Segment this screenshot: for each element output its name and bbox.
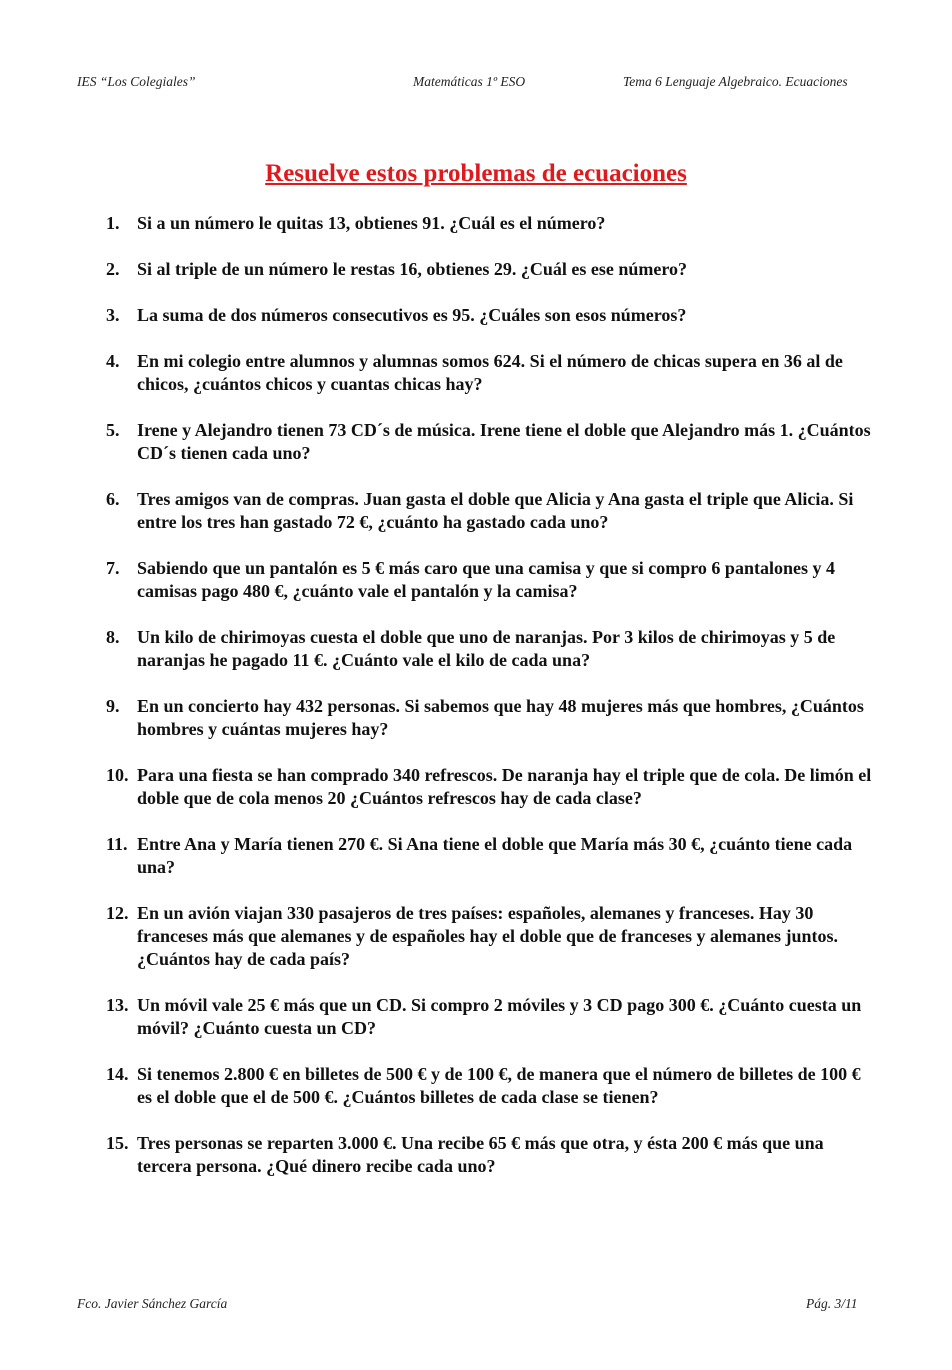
problem-text: Si a un número le quitas 13, obtienes 91. ¿Cuál es el número? bbox=[137, 213, 606, 233]
problem-item bbox=[106, 304, 876, 327]
problem-text: En mi colegio entre alumnos y alumnas somos 624. Si el número de chicas supera en 36 al de chicos, ¿cuántos chicos y cuantas chicas hay? bbox=[137, 351, 843, 394]
problem-number: 8. bbox=[106, 627, 120, 647]
problem-number: 13. bbox=[106, 995, 129, 1015]
page-title: Resuelve estos problemas de ecuaciones bbox=[265, 160, 687, 187]
problem-item bbox=[106, 764, 876, 810]
problem-number: 4. bbox=[106, 351, 120, 371]
problem-text: Irene y Alejandro tienen 73 CD´s de música. Irene tiene el doble que Alejandro más 1. ¿Cuántos CD´s tienen cada uno? bbox=[137, 420, 871, 463]
problem-number: 2. bbox=[106, 259, 120, 279]
footer-page-number: Pág. 3/11 bbox=[806, 1296, 858, 1311]
problem-text: Un kilo de chirimoyas cuesta el doble que uno de naranjas. Por 3 kilos de chirimoyas y 5 de naranjas he pagado 11 €. ¿Cuánto vale el kilo de cada una? bbox=[137, 627, 836, 670]
problem-number: 9. bbox=[106, 696, 120, 716]
problem-text: En un concierto hay 432 personas. Si sabemos que hay 48 mujeres más que hombres, ¿Cuántos hombres y cuántas mujeres hay? bbox=[137, 696, 864, 739]
problem-number: 1. bbox=[106, 213, 120, 233]
problem-item bbox=[106, 258, 876, 281]
problem-item bbox=[106, 1063, 876, 1109]
problem-number: 7. bbox=[106, 558, 120, 578]
problem-text: En un avión viajan 330 pasajeros de tres países: españoles, alemanes y franceses. Hay 30 franceses más que alemanes y de españoles hay el doble que de franceses y alemanes juntos. ¿Cuántos hay de cada país? bbox=[137, 903, 838, 969]
problem-text: Para una fiesta se han comprado 340 refrescos. De naranja hay el triple que de cola. De limón el doble que de cola menos 20 ¿Cuántos refrescos hay de cada clase? bbox=[137, 765, 872, 808]
problem-number: 14. bbox=[106, 1064, 129, 1084]
problem-item bbox=[106, 902, 876, 971]
problem-item bbox=[106, 833, 876, 879]
problem-number: 10. bbox=[106, 765, 129, 785]
problem-number: 6. bbox=[106, 489, 120, 509]
header-school: IES “Los Colegiales” bbox=[77, 74, 196, 89]
problem-number: 15. bbox=[106, 1133, 129, 1153]
problem-item bbox=[106, 350, 876, 396]
problem-number: 5. bbox=[106, 420, 120, 440]
problem-text: Tres amigos van de compras. Juan gasta el doble que Alicia y Ana gasta el triple que Alicia. Si entre los tres han gastado 72 €, ¿cuánto ha gastado cada uno? bbox=[137, 489, 854, 532]
problem-item bbox=[106, 419, 876, 465]
problem-item bbox=[106, 212, 876, 235]
problem-text: Si tenemos 2.800 € en billetes de 500 € y de 100 €, de manera que el número de billetes de 100 € es el doble que el de 500 €. ¿Cuántos billetes de cada clase se tienen? bbox=[137, 1064, 861, 1107]
page-header bbox=[0, 74, 952, 94]
footer-author: Fco. Javier Sánchez García bbox=[77, 1296, 228, 1311]
problem-text: Si al triple de un número le restas 16, obtienes 29. ¿Cuál es ese número? bbox=[137, 259, 687, 279]
problem-text: Un móvil vale 25 € más que un CD. Si compro 2 móviles y 3 CD pago 300 €. ¿Cuánto cuesta un móvil? ¿Cuánto cuesta un CD? bbox=[137, 995, 862, 1038]
problem-text: Entre Ana y María tienen 270 €. Si Ana tiene el doble que María más 30 €, ¿cuánto tiene cada una? bbox=[137, 834, 853, 877]
header-topic: Tema 6 Lenguaje Algebraico. Ecuaciones bbox=[623, 74, 848, 89]
problem-list bbox=[106, 212, 876, 1201]
problem-item bbox=[106, 557, 876, 603]
problem-item bbox=[106, 695, 876, 741]
header-subject: Matemáticas 1º ESO bbox=[413, 74, 526, 89]
problem-number: 3. bbox=[106, 305, 120, 325]
problem-item bbox=[106, 1132, 876, 1178]
problem-item bbox=[106, 488, 876, 534]
page-footer bbox=[0, 1296, 952, 1316]
problem-item bbox=[106, 626, 876, 672]
problem-text: La suma de dos números consecutivos es 95. ¿Cuáles son esos números? bbox=[137, 305, 687, 325]
problem-number: 12. bbox=[106, 903, 129, 923]
problem-item bbox=[106, 994, 876, 1040]
problem-number: 11. bbox=[106, 834, 128, 854]
problem-text: Tres personas se reparten 3.000 €. Una recibe 65 € más que otra, y ésta 200 € más que una tercera persona. ¿Qué dinero recibe cada uno? bbox=[137, 1133, 824, 1176]
problem-text: Sabiendo que un pantalón es 5 € más caro que una camisa y que si compro 6 pantalones y 4 camisas pago 480 €, ¿cuánto vale el pantalón y la camisa? bbox=[137, 558, 835, 601]
